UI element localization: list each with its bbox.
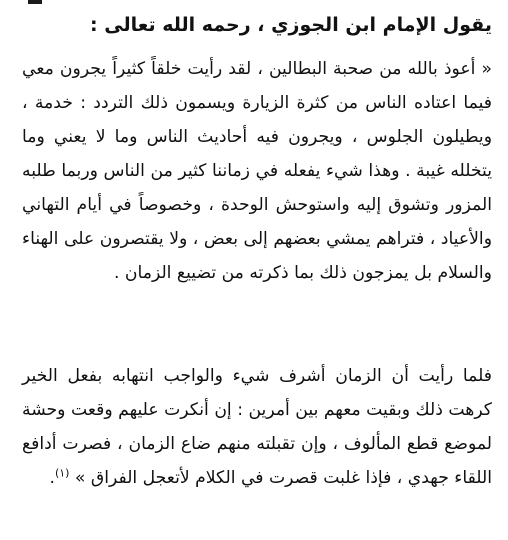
paragraph-1: « أعوذ بالله من صحبة البطالين ، لقد رأيت خلقاً كثيراً يجرون معي فيما اعتاده الناس من كثرة الزيارة ويسمون ذلك التردد : خدمة ، ويطيلون الجلوس ، ويجرون فيه أحاديث الناس وما لا يعني وما يتخلله غيبة . وهذا شيء يفعله في زماننا كثير من الناس وربما طلبه المزور وتشوق إليه واستوحش الوحدة ، وخصوصاً في أيام التهاني والأعياد ، فتراهم يمشي بعضهم إلى بعض ، ولا يقتصرون على الهناء والسلام بل يمزجون ذلك بما ذكرته من تضييع الزمان . (22, 59, 492, 283)
page-corner-mark (28, 0, 42, 4)
paragraph-2-text: فلما رأيت أن الزمان أشرف شيء والواجب انتهابه بفعل الخير كرهت ذلك وبقيت معهم بين أمرين : إن أنكرت عليهم وقعت وحشة لموضع قطع المألوف ، وإن تقبلته منهم ضاع الزمان ، فصرت أدافع اللقاء جهدي ، فإذا غلبت قصرت في الكلام لأتعجل الفراق » (22, 366, 492, 488)
paragraph-2 (22, 359, 492, 495)
end-mark: . (49, 468, 55, 488)
footnote-reference: (١) (54, 466, 70, 480)
heading: يقول الإمام ابن الجوزي ، رحمه الله تعالى : (90, 14, 492, 36)
